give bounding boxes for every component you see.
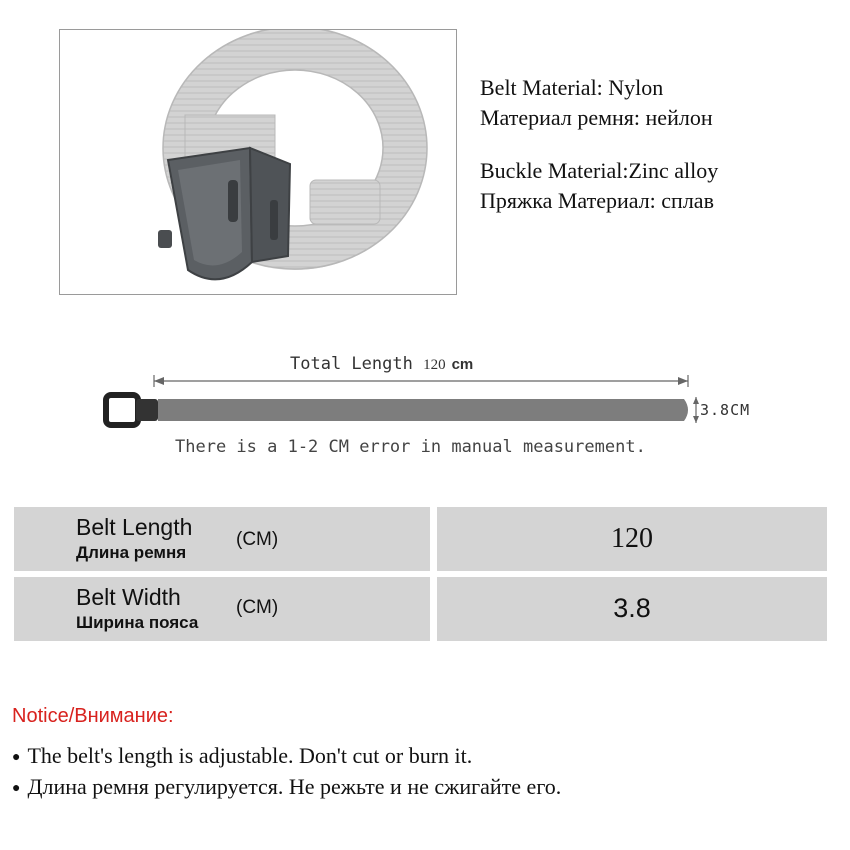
buckle-material-en: Buckle Material:Zinc alloy bbox=[480, 158, 719, 183]
product-photo bbox=[59, 29, 457, 295]
notice-text-ru: Длина ремня регулируется. Не режьте и не сжигайте его. bbox=[27, 774, 562, 799]
spec-row-width-label-cell bbox=[14, 577, 430, 641]
bullet-icon: ● bbox=[12, 781, 21, 796]
diagram-measurement-note: There is a 1-2 CM error in manual measurement. bbox=[175, 437, 646, 457]
belt-material-ru: Материал ремня: нейлон bbox=[480, 105, 713, 130]
buckle-material-ru: Пряжка Материал: сплав bbox=[480, 188, 714, 213]
diagram-length-unit: cm bbox=[451, 356, 474, 373]
belt-material-info bbox=[480, 73, 713, 133]
diagram-belt-strap bbox=[158, 399, 688, 421]
spec-length-unit: (CM) bbox=[236, 529, 279, 550]
buckle-material-info bbox=[480, 156, 718, 216]
belt-strap-end bbox=[310, 180, 380, 224]
spec-length-label-ru: Длина ремня bbox=[76, 543, 187, 562]
belt-material-en: Belt Material: Nylon bbox=[480, 75, 664, 100]
diagram-total-length bbox=[290, 354, 473, 374]
notice-title: Notice/Внимание: bbox=[12, 705, 174, 727]
spec-row-length-label-cell bbox=[14, 507, 430, 571]
spec-width-label-en: Belt Width bbox=[76, 584, 181, 610]
spec-length-value: 120 bbox=[611, 523, 653, 554]
belt-image bbox=[60, 30, 456, 294]
buckle-icon bbox=[158, 148, 290, 279]
diagram-buckle-icon bbox=[106, 395, 158, 425]
diagram-title: Total Length bbox=[290, 354, 413, 374]
notice-line-ru bbox=[12, 774, 561, 800]
diagram-width-label: 3.8CM bbox=[700, 401, 751, 419]
spec-row-length-value-cell bbox=[437, 507, 827, 571]
notice-text-en: The belt's length is adjustable. Don't cut or burn it. bbox=[27, 743, 473, 768]
diagram-length-value: 120 bbox=[423, 357, 446, 373]
notice-line-en bbox=[12, 743, 472, 769]
bullet-icon: ● bbox=[12, 750, 21, 765]
spec-row-width-value-cell bbox=[437, 577, 827, 641]
spec-width-value: 3.8 bbox=[613, 593, 651, 623]
spec-width-label-ru: Ширина пояса bbox=[76, 613, 199, 632]
spec-length-label-en: Belt Length bbox=[76, 514, 193, 540]
spec-width-unit: (CM) bbox=[236, 597, 279, 618]
